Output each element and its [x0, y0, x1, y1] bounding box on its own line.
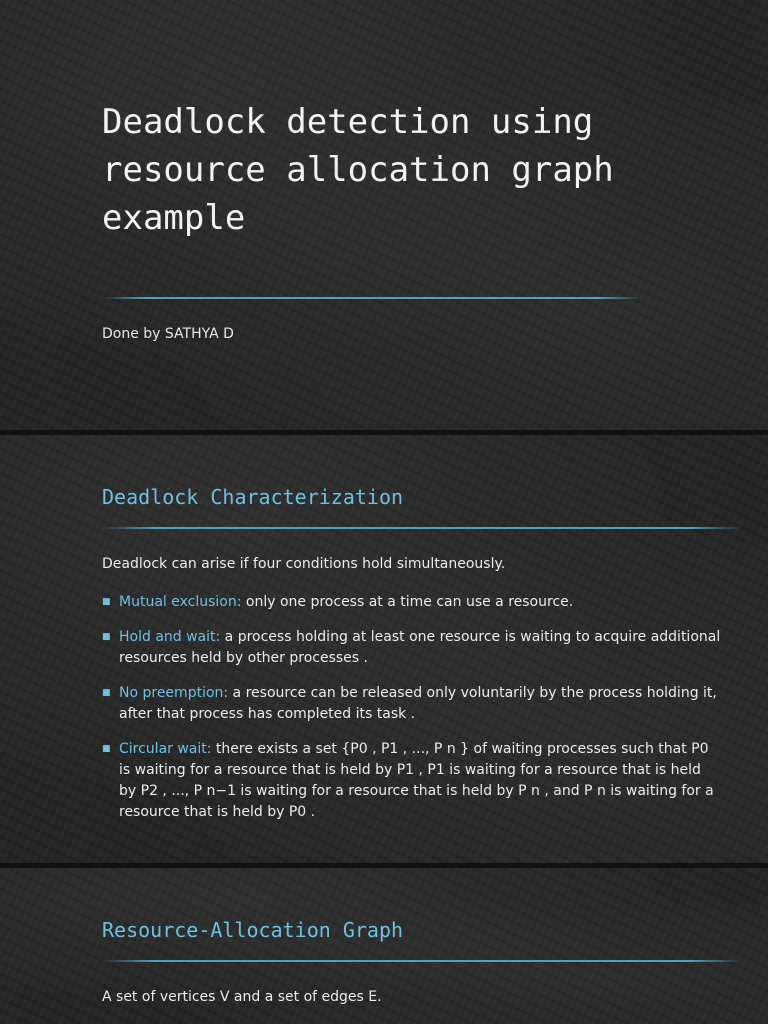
condition-text: there exists a set {P0 , P1 , ..., P n } of waiting processes such that P0 is waiting for a resource that is held by P1 , P1 is waiting for a resource that is held by P2 , ..., P n−1 is waiting for a resource that is held by P n , and P n is waiting for a resource that is held by P0 .: [119, 741, 714, 820]
list-item: [102, 739, 722, 823]
bullet-icon: ■: [102, 688, 111, 698]
deadlock-characterization-slide: [0, 435, 768, 863]
title-underline: [102, 297, 642, 299]
intro-text: A set of vertices V and a set of edges E.: [102, 989, 382, 1005]
author-line: Done by SATHYA D: [102, 326, 234, 342]
condition-term: No preemption:: [119, 685, 229, 701]
conditions-list: [102, 592, 722, 837]
resource-allocation-graph-slide: [0, 868, 768, 1024]
slide-heading: Deadlock Characterization: [102, 485, 404, 509]
condition-text: a resource can be released only voluntarily by the process holding it, after that process has completed its task .: [119, 685, 717, 722]
list-item: [102, 683, 722, 725]
bullet-icon: ■: [102, 632, 111, 642]
heading-underline: [102, 960, 742, 962]
intro-text: Deadlock can arise if four conditions hold simultaneously.: [102, 556, 506, 572]
bullet-icon: ■: [102, 597, 111, 607]
condition-text: a process holding at least one resource is waiting to acquire additional resources held by other processes .: [119, 629, 721, 666]
slide-heading: Resource-Allocation Graph: [102, 918, 404, 942]
bullet-icon: ■: [102, 744, 111, 754]
presentation-title: Deadlock detection using resource allocation graph example: [102, 102, 614, 238]
condition-term: Circular wait:: [119, 741, 212, 757]
condition-term: Hold and wait:: [119, 629, 221, 645]
title-slide: [0, 0, 768, 430]
heading-underline: [102, 527, 742, 529]
list-item: [102, 592, 722, 613]
list-item: [102, 627, 722, 669]
condition-term: Mutual exclusion:: [119, 594, 242, 610]
condition-text: only one process at a time can use a resource.: [241, 594, 574, 610]
